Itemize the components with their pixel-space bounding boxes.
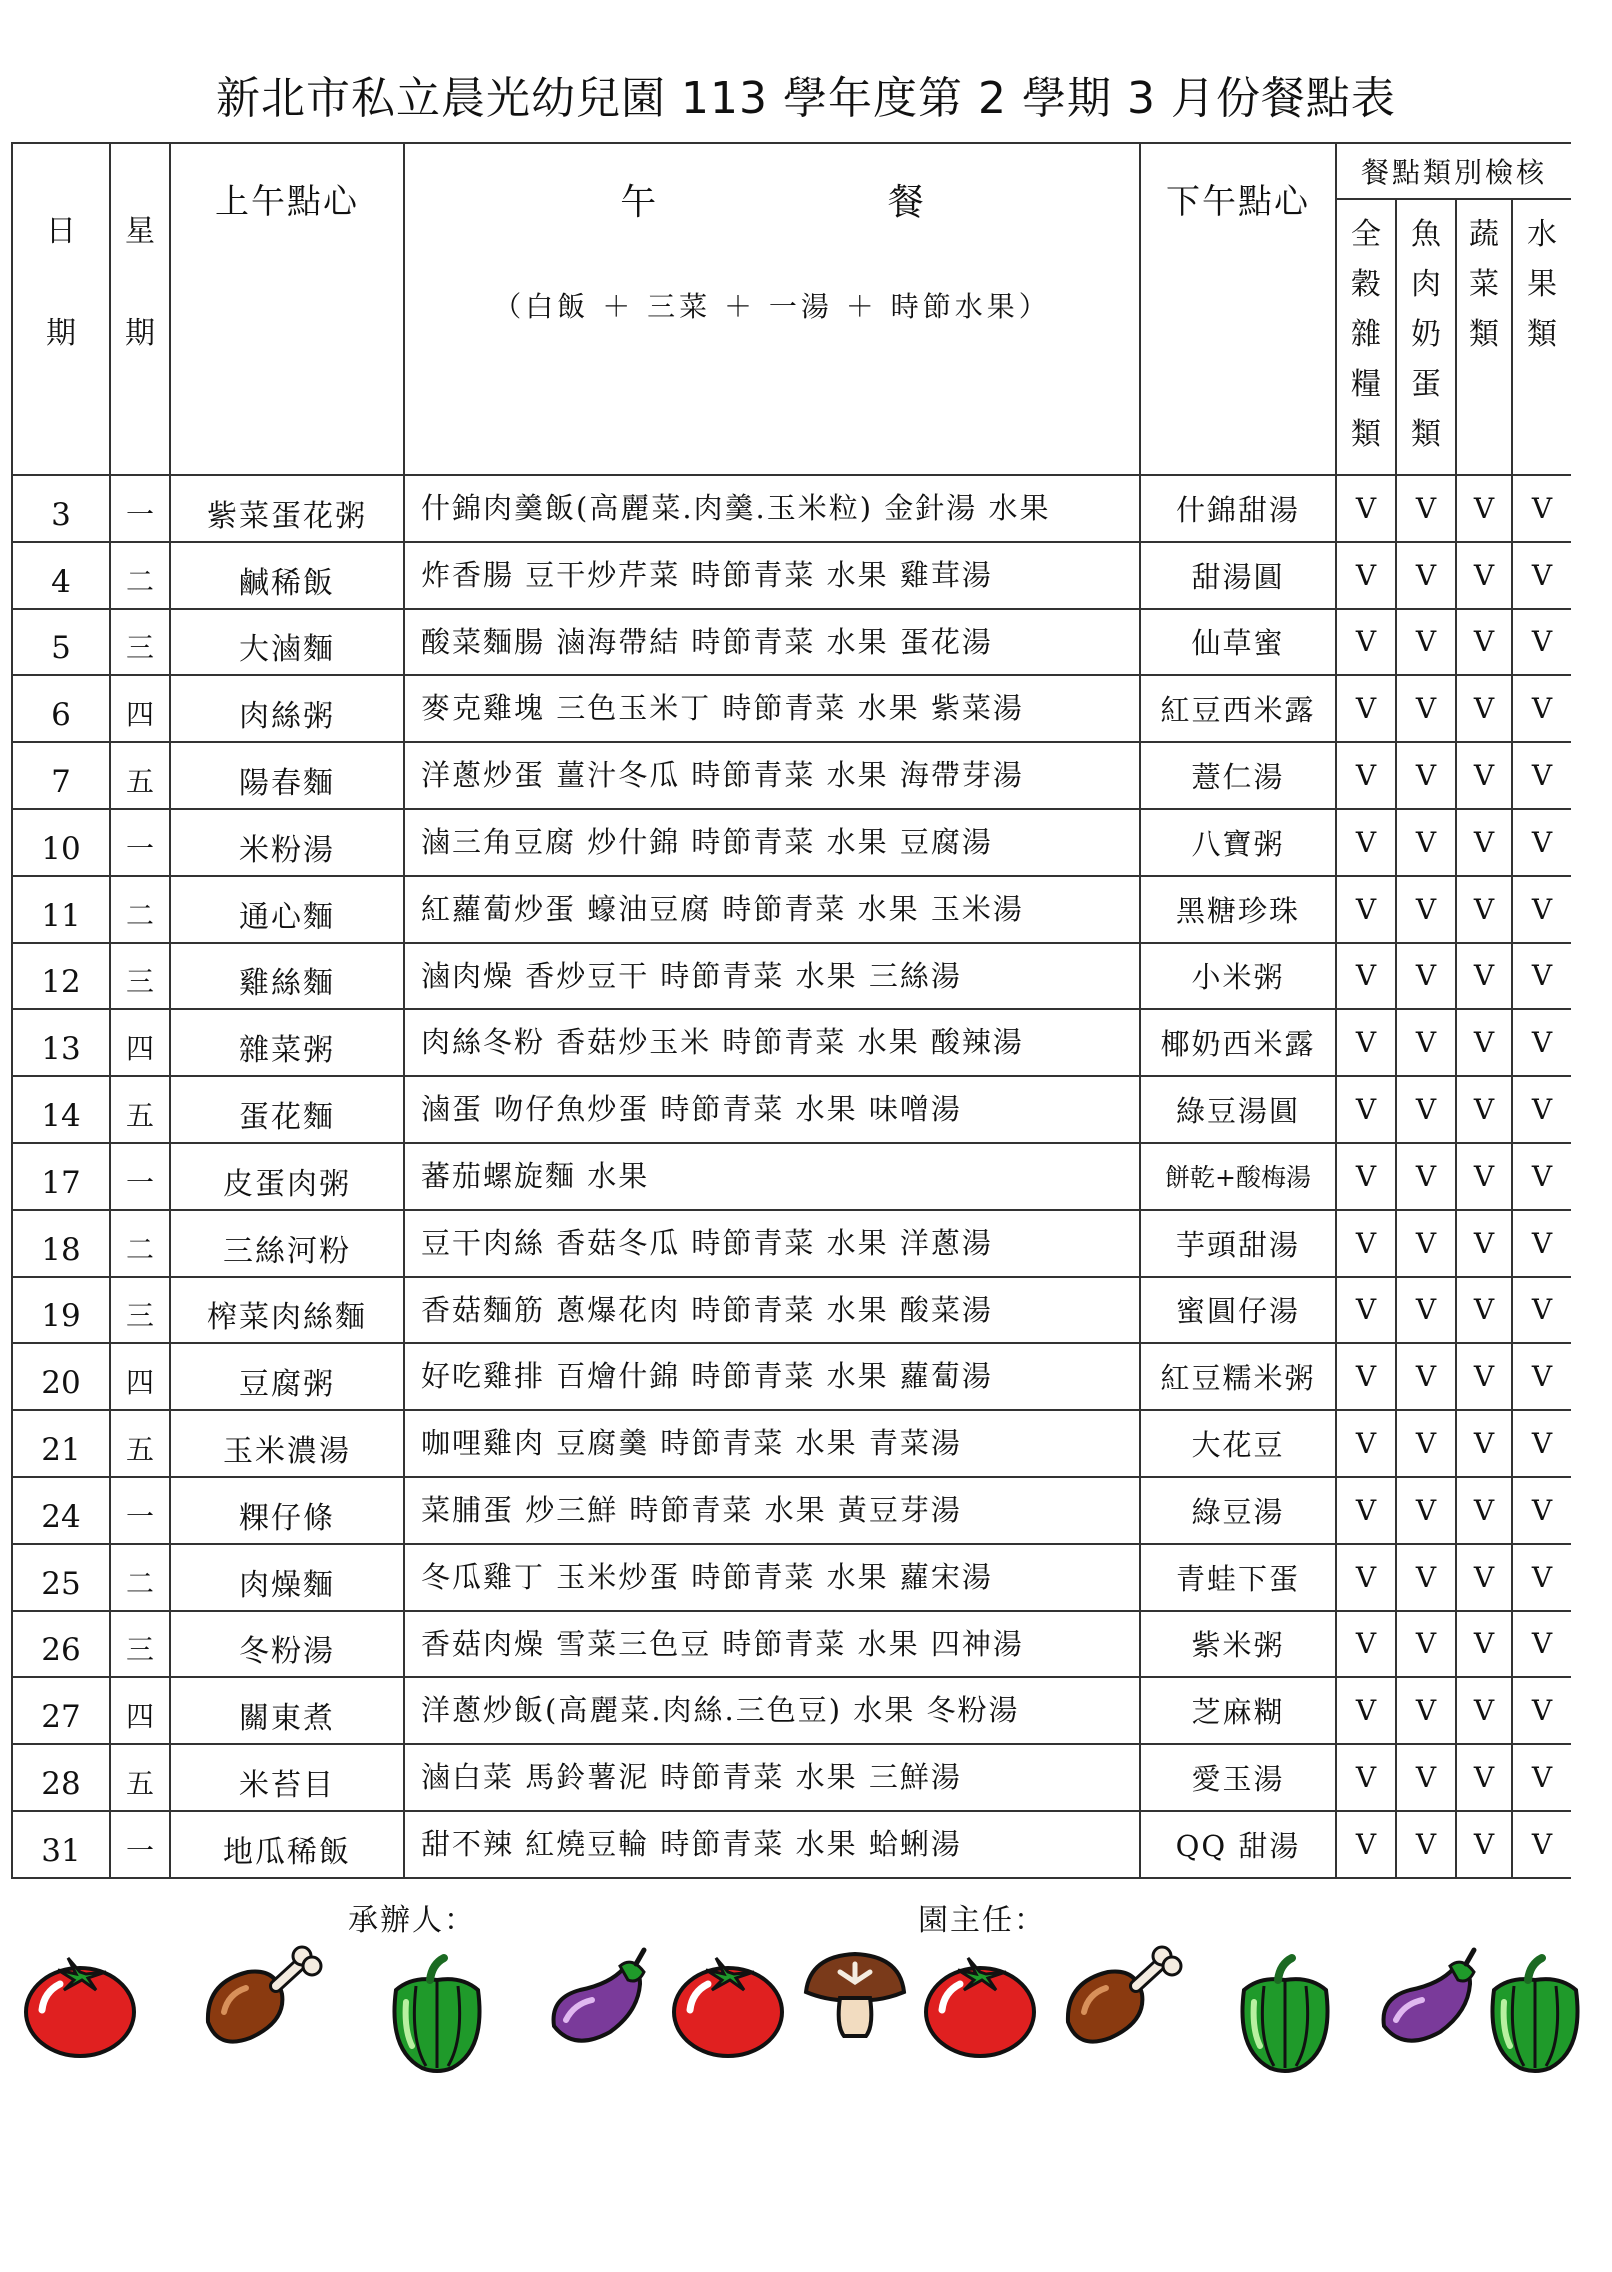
check-cell: V	[1396, 1677, 1456, 1744]
lunch-cell: 滷肉燥 香炒豆干 時節青菜 水果 三絲湯	[404, 943, 1140, 1010]
check-cell: V	[1512, 1544, 1571, 1611]
lunch-cell: 洋蔥炒蛋 薑汁冬瓜 時節青菜 水果 海帶芽湯	[404, 742, 1140, 809]
check-cell: V	[1512, 1210, 1571, 1277]
weekday-cell: 四	[110, 675, 170, 742]
table-row	[12, 542, 1571, 609]
date-cell: 10	[12, 809, 110, 876]
date-cell: 18	[12, 1210, 110, 1277]
pm-snack-cell: 紅豆西米露	[1140, 675, 1336, 742]
check-cell: V	[1512, 1744, 1571, 1811]
check-cell: V	[1512, 1143, 1571, 1210]
category-label: 全 穀 雜 糧 類	[1351, 217, 1381, 452]
am-snack-cell: 米粉湯	[170, 809, 404, 876]
header-weekday-2: 期	[125, 316, 155, 351]
weekday-cell: 五	[110, 1744, 170, 1811]
pm-snack-cell: 黑糖珍珠	[1140, 876, 1336, 943]
date-cell: 28	[12, 1744, 110, 1811]
check-cell: V	[1396, 742, 1456, 809]
table-row	[12, 742, 1571, 809]
lunch-cell: 香菇肉燥 雪菜三色豆 時節青菜 水果 四神湯	[404, 1611, 1140, 1678]
page-title: 新北市私立晨光幼兒園 113 學年度第 2 學期 3 月份餐點表	[216, 73, 1396, 124]
am-snack-cell: 紫菜蛋花粥	[170, 475, 404, 542]
header-date-2: 期	[46, 316, 76, 351]
lunch-cell: 炸香腸 豆干炒芹菜 時節青菜 水果 雞茸湯	[404, 542, 1140, 609]
lunch-cell: 滷蛋 吻仔魚炒蛋 時節青菜 水果 味噌湯	[404, 1076, 1140, 1143]
date-cell: 26	[12, 1611, 110, 1678]
am-snack-cell: 皮蛋肉粥	[170, 1143, 404, 1210]
check-cell: V	[1456, 809, 1512, 876]
weekday-cell: 四	[110, 1677, 170, 1744]
header-cat-protein	[1396, 199, 1456, 475]
header-check: 餐點類別檢核	[1336, 143, 1571, 199]
check-cell: V	[1336, 742, 1396, 809]
lunch-cell: 菜脯蛋 炒三鮮 時節青菜 水果 黃豆芽湯	[404, 1477, 1140, 1544]
am-snack-cell: 陽春麵	[170, 742, 404, 809]
category-label: 魚 肉 奶 蛋 類	[1411, 217, 1441, 452]
weekday-cell: 五	[110, 1076, 170, 1143]
pm-snack-cell: 綠豆湯圓	[1140, 1076, 1336, 1143]
check-cell: V	[1336, 1410, 1396, 1477]
header-pm-snack: 下午點心	[1140, 143, 1336, 475]
eggplant-icon	[540, 1942, 660, 2056]
header-date-1: 日	[46, 214, 76, 249]
date-cell: 20	[12, 1343, 110, 1410]
check-cell: V	[1456, 1811, 1512, 1878]
pm-snack-cell: 芝麻糊	[1140, 1677, 1336, 1744]
check-cell: V	[1456, 943, 1512, 1010]
category-label: 蔬 菜 類	[1469, 217, 1499, 352]
table-row	[12, 1811, 1571, 1878]
date-cell: 5	[12, 609, 110, 676]
check-cell: V	[1512, 1611, 1571, 1678]
am-snack-cell: 雜菜粥	[170, 1009, 404, 1076]
mushroom-icon	[800, 1942, 910, 2046]
am-snack-cell: 肉絲粥	[170, 675, 404, 742]
check-cell: V	[1336, 1544, 1396, 1611]
check-cell: V	[1396, 1410, 1456, 1477]
weekday-cell: 四	[110, 1009, 170, 1076]
check-cell: V	[1512, 609, 1571, 676]
table-row	[12, 1277, 1571, 1344]
check-cell: V	[1336, 1076, 1396, 1143]
header-weekday-1: 星	[125, 214, 155, 249]
am-snack-cell: 米苔目	[170, 1744, 404, 1811]
pm-snack-cell: QQ 甜湯	[1140, 1811, 1336, 1878]
check-cell: V	[1396, 1210, 1456, 1277]
check-cell: V	[1396, 943, 1456, 1010]
lunch-cell: 紅蘿蔔炒蛋 蠔油豆腐 時節青菜 水果 玉米湯	[404, 876, 1140, 943]
am-snack-cell: 通心麵	[170, 876, 404, 943]
check-cell: V	[1456, 876, 1512, 943]
date-cell: 4	[12, 542, 110, 609]
am-snack-cell: 地瓜稀飯	[170, 1811, 404, 1878]
check-cell: V	[1512, 809, 1571, 876]
green-pepper-icon	[1230, 1950, 1340, 2079]
director-label: 園主任：	[918, 1903, 1046, 1938]
table-row	[12, 1611, 1571, 1678]
check-cell: V	[1456, 1677, 1512, 1744]
date-cell: 6	[12, 675, 110, 742]
pm-snack-cell: 大花豆	[1140, 1410, 1336, 1477]
check-cell: V	[1396, 475, 1456, 542]
weekday-cell: 三	[110, 609, 170, 676]
pm-snack-cell: 甜湯圓	[1140, 542, 1336, 609]
date-cell: 27	[12, 1677, 110, 1744]
pm-snack-cell: 什錦甜湯	[1140, 475, 1336, 542]
tomato-icon	[668, 1950, 788, 2064]
date-cell: 17	[12, 1143, 110, 1210]
weekday-cell: 二	[110, 1210, 170, 1277]
check-cell: V	[1456, 1076, 1512, 1143]
table-row	[12, 1410, 1571, 1477]
lunch-cell: 滷三角豆腐 炒什錦 時節青菜 水果 豆腐湯	[404, 809, 1140, 876]
check-cell: V	[1456, 1343, 1512, 1410]
am-snack-cell: 玉米濃湯	[170, 1410, 404, 1477]
lunch-cell: 滷白菜 馬鈴薯泥 時節青菜 水果 三鮮湯	[404, 1744, 1140, 1811]
lunch-cell: 好吃雞排 百燴什錦 時節青菜 水果 蘿蔔湯	[404, 1343, 1140, 1410]
lunch-cell: 甜不辣 紅燒豆輪 時節青菜 水果 蛤蜊湯	[404, 1811, 1140, 1878]
check-cell: V	[1512, 1477, 1571, 1544]
check-cell: V	[1512, 1076, 1571, 1143]
tomato-icon	[20, 1950, 140, 2064]
check-cell: V	[1512, 542, 1571, 609]
table-row	[12, 1009, 1571, 1076]
pm-snack-cell: 餅乾+酸梅湯	[1140, 1143, 1336, 1210]
check-cell: V	[1396, 1544, 1456, 1611]
check-cell: V	[1336, 542, 1396, 609]
pm-snack-cell: 紅豆糯米粥	[1140, 1343, 1336, 1410]
food-decorations	[20, 1940, 1580, 2090]
check-cell: V	[1456, 1611, 1512, 1678]
weekday-cell: 一	[110, 475, 170, 542]
header-cat-grains	[1336, 199, 1396, 475]
table-row	[12, 1076, 1571, 1143]
am-snack-cell: 豆腐粥	[170, 1343, 404, 1410]
check-cell: V	[1512, 1811, 1571, 1878]
table-row	[12, 1677, 1571, 1744]
date-cell: 3	[12, 475, 110, 542]
weekday-cell: 一	[110, 1477, 170, 1544]
header-am-snack: 上午點心	[170, 143, 404, 475]
check-cell: V	[1512, 1677, 1571, 1744]
lunch-cell: 洋蔥炒飯(高麗菜.肉絲.三色豆) 水果 冬粉湯	[404, 1677, 1140, 1744]
check-cell: V	[1396, 1343, 1456, 1410]
check-cell: V	[1456, 475, 1512, 542]
weekday-cell: 一	[110, 1811, 170, 1878]
table-row	[12, 675, 1571, 742]
header-weekday	[110, 143, 170, 475]
header-cat-veg	[1456, 199, 1512, 475]
menu-table	[11, 142, 1571, 1879]
am-snack-cell: 冬粉湯	[170, 1611, 404, 1678]
header-lunch	[404, 143, 1140, 475]
table-row	[12, 1744, 1571, 1811]
check-cell: V	[1396, 1277, 1456, 1344]
check-cell: V	[1336, 809, 1396, 876]
eggplant-icon	[1370, 1942, 1490, 2056]
check-cell: V	[1336, 1477, 1396, 1544]
check-cell: V	[1396, 675, 1456, 742]
pm-snack-cell: 紫米粥	[1140, 1611, 1336, 1678]
table-row	[12, 475, 1571, 542]
date-cell: 25	[12, 1544, 110, 1611]
header-date	[12, 143, 110, 475]
weekday-cell: 二	[110, 542, 170, 609]
pm-snack-cell: 芋頭甜湯	[1140, 1210, 1336, 1277]
table-row	[12, 809, 1571, 876]
check-cell: V	[1512, 675, 1571, 742]
check-cell: V	[1396, 1477, 1456, 1544]
lunch-cell: 麥克雞塊 三色玉米丁 時節青菜 水果 紫菜湯	[404, 675, 1140, 742]
check-cell: V	[1512, 1343, 1571, 1410]
check-cell: V	[1336, 475, 1396, 542]
check-cell: V	[1456, 1009, 1512, 1076]
check-cell: V	[1336, 1811, 1396, 1878]
table-row	[12, 609, 1571, 676]
check-cell: V	[1512, 1277, 1571, 1344]
check-cell: V	[1336, 1611, 1396, 1678]
check-cell: V	[1336, 876, 1396, 943]
am-snack-cell: 肉燥麵	[170, 1544, 404, 1611]
check-cell: V	[1396, 609, 1456, 676]
weekday-cell: 四	[110, 1343, 170, 1410]
am-snack-cell: 大滷麵	[170, 609, 404, 676]
lunch-cell: 蕃茄螺旋麵 水果	[404, 1143, 1140, 1210]
table-row	[12, 876, 1571, 943]
header-lunch-subtitle: （白飯 ＋ 三菜 ＋ 一湯 ＋ 時節水果）	[493, 290, 1051, 323]
green-pepper-icon	[382, 1950, 492, 2079]
am-snack-cell: 雞絲麵	[170, 943, 404, 1010]
check-cell: V	[1456, 742, 1512, 809]
am-snack-cell: 三絲河粉	[170, 1210, 404, 1277]
weekday-cell: 二	[110, 876, 170, 943]
date-cell: 31	[12, 1811, 110, 1878]
weekday-cell: 五	[110, 1410, 170, 1477]
pm-snack-cell: 仙草蜜	[1140, 609, 1336, 676]
category-label: 水 果 類	[1527, 217, 1557, 352]
check-cell: V	[1456, 1277, 1512, 1344]
green-pepper-icon	[1480, 1950, 1590, 2079]
table-row	[12, 1343, 1571, 1410]
check-cell: V	[1336, 1210, 1396, 1277]
check-cell: V	[1336, 1009, 1396, 1076]
weekday-cell: 三	[110, 1611, 170, 1678]
date-cell: 7	[12, 742, 110, 809]
weekday-cell: 五	[110, 742, 170, 809]
date-cell: 13	[12, 1009, 110, 1076]
date-cell: 24	[12, 1477, 110, 1544]
check-cell: V	[1396, 1143, 1456, 1210]
check-cell: V	[1456, 609, 1512, 676]
lunch-cell: 香菇麵筋 蔥爆花肉 時節青菜 水果 酸菜湯	[404, 1277, 1140, 1344]
check-cell: V	[1512, 1410, 1571, 1477]
pm-snack-cell: 綠豆湯	[1140, 1477, 1336, 1544]
pm-snack-cell: 八寶粥	[1140, 809, 1336, 876]
table-row	[12, 1544, 1571, 1611]
check-cell: V	[1336, 1143, 1396, 1210]
pm-snack-cell: 愛玉湯	[1140, 1744, 1336, 1811]
check-cell: V	[1336, 1343, 1396, 1410]
check-cell: V	[1336, 609, 1396, 676]
check-cell: V	[1336, 943, 1396, 1010]
date-cell: 12	[12, 943, 110, 1010]
check-cell: V	[1396, 542, 1456, 609]
check-cell: V	[1336, 1744, 1396, 1811]
check-cell: V	[1336, 1677, 1396, 1744]
check-cell: V	[1336, 675, 1396, 742]
check-cell: V	[1456, 542, 1512, 609]
am-snack-cell: 榨菜肉絲麵	[170, 1277, 404, 1344]
check-cell: V	[1456, 1477, 1512, 1544]
pm-snack-cell: 青蛙下蛋	[1140, 1544, 1336, 1611]
check-cell: V	[1336, 1277, 1396, 1344]
check-cell: V	[1512, 742, 1571, 809]
table-row	[12, 943, 1571, 1010]
check-cell: V	[1396, 876, 1456, 943]
date-cell: 21	[12, 1410, 110, 1477]
am-snack-cell: 蛋花麵	[170, 1076, 404, 1143]
date-cell: 19	[12, 1277, 110, 1344]
lunch-cell: 肉絲冬粉 香菇炒玉米 時節青菜 水果 酸辣湯	[404, 1009, 1140, 1076]
lunch-cell: 酸菜麵腸 滷海帶結 時節青菜 水果 蛋花湯	[404, 609, 1140, 676]
header-lunch-title: 午 餐	[620, 182, 1034, 223]
header-cat-fruit	[1512, 199, 1571, 475]
weekday-cell: 三	[110, 1277, 170, 1344]
check-cell: V	[1512, 876, 1571, 943]
lunch-cell: 咖哩雞肉 豆腐羹 時節青菜 水果 青菜湯	[404, 1410, 1140, 1477]
am-snack-cell: 粿仔條	[170, 1477, 404, 1544]
lunch-cell: 什錦肉羹飯(高麗菜.肉羹.玉米粒) 金針湯 水果	[404, 475, 1140, 542]
table-row	[12, 1477, 1571, 1544]
check-cell: V	[1512, 943, 1571, 1010]
organizer-label: 承辦人：	[348, 1903, 476, 1938]
drumstick-icon	[198, 1942, 328, 2066]
pm-snack-cell: 薏仁湯	[1140, 742, 1336, 809]
check-cell: V	[1396, 1009, 1456, 1076]
date-cell: 14	[12, 1076, 110, 1143]
pm-snack-cell: 蜜圓仔湯	[1140, 1277, 1336, 1344]
check-cell: V	[1396, 1611, 1456, 1678]
weekday-cell: 三	[110, 943, 170, 1010]
table-row	[12, 1143, 1571, 1210]
weekday-cell: 一	[110, 1143, 170, 1210]
check-cell: V	[1456, 1544, 1512, 1611]
lunch-cell: 豆干肉絲 香菇冬瓜 時節青菜 水果 洋蔥湯	[404, 1210, 1140, 1277]
check-cell: V	[1396, 1076, 1456, 1143]
check-cell: V	[1512, 475, 1571, 542]
check-cell: V	[1396, 1811, 1456, 1878]
check-cell: V	[1456, 675, 1512, 742]
drumstick-icon	[1058, 1942, 1188, 2066]
pm-snack-cell: 椰奶西米露	[1140, 1009, 1336, 1076]
am-snack-cell: 鹹稀飯	[170, 542, 404, 609]
am-snack-cell: 關東煮	[170, 1677, 404, 1744]
tomato-icon	[920, 1950, 1040, 2064]
check-cell: V	[1456, 1143, 1512, 1210]
check-cell: V	[1512, 1009, 1571, 1076]
table-row	[12, 1210, 1571, 1277]
check-cell: V	[1456, 1210, 1512, 1277]
pm-snack-cell: 小米粥	[1140, 943, 1336, 1010]
check-cell: V	[1456, 1744, 1512, 1811]
check-cell: V	[1456, 1410, 1512, 1477]
check-cell: V	[1396, 1744, 1456, 1811]
date-cell: 11	[12, 876, 110, 943]
weekday-cell: 二	[110, 1544, 170, 1611]
check-cell: V	[1396, 809, 1456, 876]
weekday-cell: 一	[110, 809, 170, 876]
lunch-cell: 冬瓜雞丁 玉米炒蛋 時節青菜 水果 蘿宋湯	[404, 1544, 1140, 1611]
